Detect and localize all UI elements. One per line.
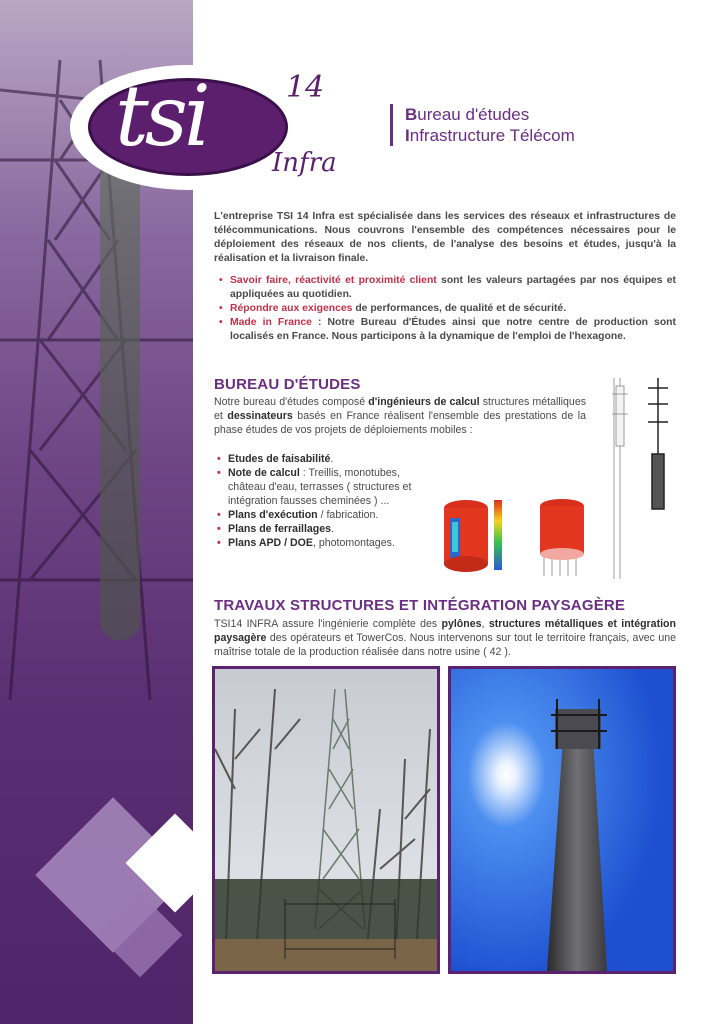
fea-stress-render-1 [434, 494, 514, 580]
value-item: • Made in France : Notre Bureau d'Études ainsi que notre centre de production sont localisés en France. Nous participons à la dynamique de l'emploi de l'hexagone. [214, 316, 676, 344]
travaux-paragraph: TSI14 INFRA assure l'ingénierie complète des pylônes, structures métalliques et intégration paysagère des opérateurs et TowerCos. Nous intervenons sur tout le territoire français, avec une maîtrise totale de la production réalisée dans notre usine ( 42 ). [214, 618, 676, 658]
fea-stress-render-2 [520, 494, 600, 580]
values-list [214, 274, 676, 344]
photo-monopole-tower [448, 666, 676, 974]
header-tagline: Bureau d'études Infrastructure Télécom [390, 104, 575, 146]
service-item: • Plans APD / DOE, photomontages. [214, 536, 434, 550]
bureau-services-list [214, 452, 434, 550]
bureau-paragraph: Notre bureau d'études composé d'ingénieurs de calcul structures métalliques et dessinateurs basés en France réalisent l'ensemble des prestations de la phase études de vos projets de déploiements mobiles : [214, 396, 587, 436]
service-item: • Etudes de faisabilité. [214, 452, 434, 466]
company-logo: tsi 14 Infra [60, 60, 370, 200]
intro-paragraph: L'entreprise TSI 14 Infra est spécialisée dans les services des réseaux et infrastructures de télécommunications. Nous couvrons l'ensemble des compétences nécessaires pour le déploiement des réseaux de nos clients, de l'analyse des besoins et études, jusqu'à la réalisation et la livraison finale. [214, 211, 676, 264]
section-title-travaux: TRAVAUX STRUCTURES ET INTÉGRATION PAYSAGÈRE [214, 597, 626, 614]
photo-lattice-tower [212, 666, 440, 974]
service-item: • Plans de ferraillages. [214, 522, 434, 536]
section-title-bureau: BUREAU D'ÉTUDES [214, 376, 361, 393]
value-item: • Savoir faire, réactivité et proximité client sont les valeurs partagées par nos équipes et appliquées au quotidien. [214, 274, 676, 302]
intro-section [214, 210, 676, 344]
tower-elevation-drawings [602, 374, 682, 584]
value-item: • Répondre aux exigences de performances, de qualité et de sécurité. [214, 302, 676, 316]
service-item: • Note de calcul : Treillis, monotubes, château d'eau, terrasses ( structures et intégration fausses cheminées ) ... [214, 466, 434, 508]
service-item: • Plans d'exécution / fabrication. [214, 508, 434, 522]
